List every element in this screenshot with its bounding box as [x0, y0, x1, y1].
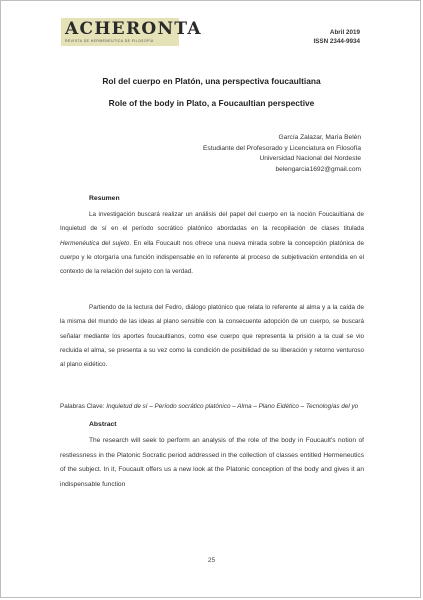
abstract-heading: Abstract [89, 421, 117, 428]
resumen-p1-italic: Hermenéutica del sujeto [60, 239, 130, 247]
author-email: belengarcia1692@gmail.com [275, 165, 361, 173]
keywords-text: Inquietud de sí – Período socrático platónico – Alma – Plano Eidético – Tecnologías del yo [106, 403, 359, 410]
author-institution: Universidad Nacional del Nordeste [259, 155, 361, 163]
resumen-heading: Resumen [89, 195, 120, 202]
resumen-paragraph-2 [60, 301, 364, 372]
keywords-label: Palabras Clave: [60, 403, 107, 410]
resumen-p1-start: La investigación buscará realizar un análisis del papel del cuerpo en la noción Foucaultiana de Inquietud de sí en el período socrático platónico abordadas en la recopilación de clases titulada [60, 211, 364, 233]
author-name: García Zalazar, María Belén [278, 134, 361, 141]
page-number: 25 [207, 557, 216, 564]
issue-date: Abril 2019 [329, 29, 360, 36]
abstract-p1-text: The research will seek to perform an analysis of the role of the body in Foucault's notion of restlessness in the Platonic Socratic period addressed in the collection of classes entitled Hermeneutics of the subject. In it, Foucault offers us a new look at the Platonic conception of the body and gives it an indispensable function [60, 437, 364, 488]
title-english: Role of the body in Plato, a Foucaultian perspective [108, 98, 315, 108]
abstract-paragraph [60, 434, 364, 492]
author-role: Estudiante del Profesorado y Licenciatura en Filosofía [203, 144, 361, 152]
resumen-p1-end: . En ella Foucault nos ofrece una nueva mirada sobre la concepción platónica de cuerpo y le otorgaría una función indispensable en lo referente al proceso de subjetivación entendida en el contexto de la relación del sujeto con la verdad. [60, 239, 364, 276]
logo-text: ACHERONTA [65, 19, 202, 39]
logo-subtitle: REVISTA DE HERMENEUTICA DE FILOSOFÍA [65, 39, 154, 43]
resumen-p2-text: Partiendo de la lectura del Fedro, diálogo platónico que relata lo referente al alma y a la caída de la misma del mundo de las ideas al plano sensible con la consecuente adopción de un cuerpo, se buscará señalar mediante los aportes foucaultianos, como ese cuerpo que representa la prisión a la cual se vio recluida el alma, se presenta a su vez como la condición de posibilidad de su liberación y retorno venturoso al plano eidético. [60, 304, 364, 369]
journal-logo [61, 18, 202, 46]
keywords [60, 400, 364, 414]
issn: ISSN 2344-9934 [313, 38, 360, 45]
author-block [203, 133, 361, 175]
title-spanish: Rol del cuerpo en Platón, una perspectiva foucaultiana [102, 76, 321, 86]
resumen-paragraph-1 [60, 208, 364, 279]
